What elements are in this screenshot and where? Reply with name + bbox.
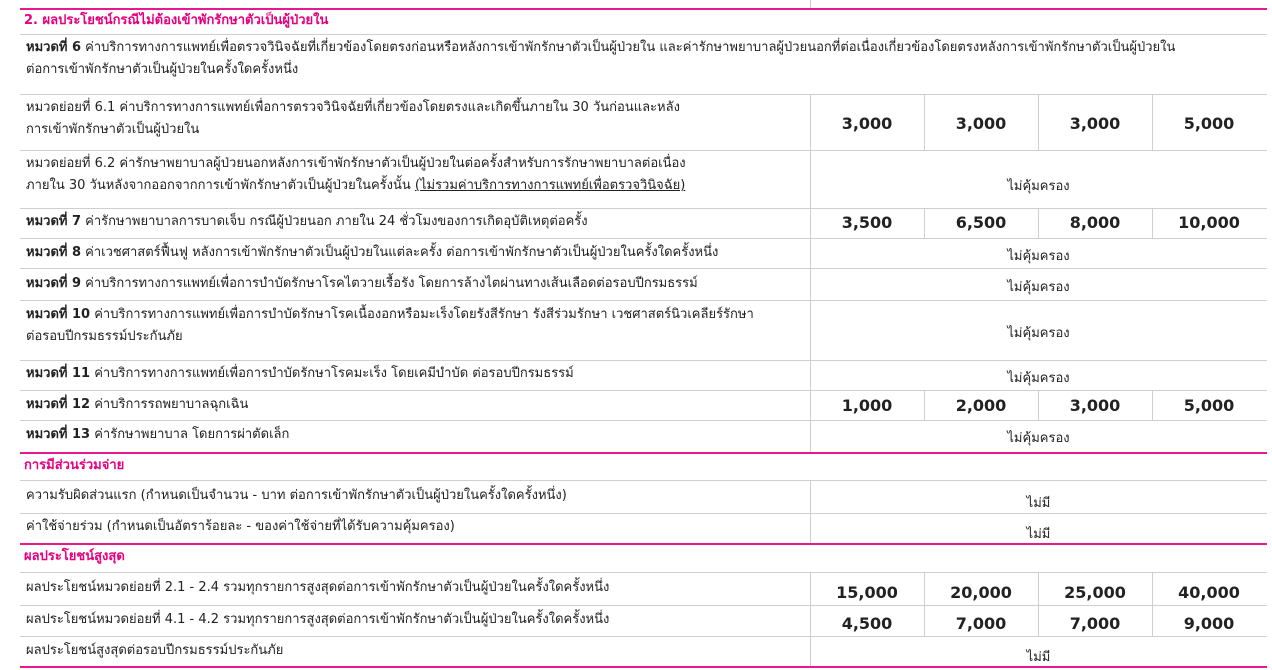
cat12-row bbox=[26, 394, 814, 416]
cat9-label: หมวดที่ 9 bbox=[26, 276, 82, 291]
cat11-text: ค่าบริการทางการแพทย์เพื่อการบำบัดรักษาโรคมะเร็ง โดยเคมีบำบัด ต่อรอบปีกรมธรรม์ bbox=[90, 366, 574, 381]
cat8-label: หมวดที่ 8 bbox=[26, 245, 82, 260]
max41-value-3: 7,000 bbox=[1069, 614, 1121, 633]
max21-row bbox=[26, 577, 814, 599]
max21-text: ผลประโยชน์หมวดย่อยที่ 2.1 - 2.4 รวมทุกรายการสูงสุดต่อการเข้าพักรักษาตัวเป็นผู้ป่วยในครั้งใดครั้งหนึ่ง bbox=[26, 580, 610, 595]
sub61-text-2: การเข้าพักรักษาตัวเป็นผู้ป่วยใน bbox=[26, 122, 200, 137]
cat7-text: ค่ารักษาพยาบาลการบาดเจ็บ กรณีผู้ป่วยนอก ภายใน 24 ชั่วโมงของการเกิดอุบัติเหตุต่อครั้ง bbox=[81, 214, 588, 229]
cat13-row bbox=[26, 424, 814, 446]
cat6-text: ค่าบริการทางการแพทย์เพื่อตรวจวินิจฉัยที่เกี่ยวข้องโดยตรงก่อนหรือหลังการเข้าพักรักษาตัวเป็นผู้ป่วยใน และค่ารักษาพยาบาลผู้ป่วยนอกที่ต่อเนื่องเกี่ยวข้องโดยตรงหลังการเข้าพักรักษาตัวเป็นผู้ป่วยใน bbox=[81, 40, 1176, 55]
cat11-coverage: ไม่คุ้มครอง bbox=[1007, 371, 1070, 386]
max21-value-2: 20,000 bbox=[950, 583, 1012, 602]
sub61-value-2: 3,000 bbox=[955, 114, 1007, 133]
cat13-coverage: ไม่คุ้มครอง bbox=[1007, 431, 1070, 446]
max41-value-2: 7,000 bbox=[955, 614, 1007, 633]
cat6-text-2: ต่อการเข้าพักรักษาตัวเป็นผู้ป่วยในครั้งใดครั้งหนึ่ง bbox=[26, 62, 299, 77]
cat8-coverage: ไม่คุ้มครอง bbox=[1007, 249, 1070, 264]
sub61-value-1: 3,000 bbox=[841, 114, 893, 133]
cat7-value-2: 6,500 bbox=[955, 213, 1007, 232]
max21-value-1: 15,000 bbox=[836, 583, 898, 602]
copay-section-title: การมีส่วนร่วมจ่าย bbox=[24, 458, 125, 473]
sub62-row bbox=[26, 153, 814, 197]
sub61-value-3: 3,000 bbox=[1069, 114, 1121, 133]
cat10-row bbox=[26, 304, 814, 348]
cat12-value-1: 1,000 bbox=[841, 396, 893, 415]
copay-value: ไม่มี bbox=[1026, 527, 1051, 542]
cat12-value-2: 2,000 bbox=[955, 396, 1007, 415]
cat9-coverage: ไม่คุ้มครอง bbox=[1007, 280, 1070, 295]
sub62-exclusion-note: (ไม่รวมค่าบริการทางการแพทย์เพื่อตรวจวินิจฉัย) bbox=[414, 178, 686, 193]
max21-value-3: 25,000 bbox=[1064, 583, 1126, 602]
cat7-label: หมวดที่ 7 bbox=[26, 214, 82, 229]
cat10-text: ค่าบริการทางการแพทย์เพื่อการบำบัดรักษาโรคเนื้องอกหรือมะเร็งโดยรังสีรักษา รังสีร่วมรักษา เวชศาสตร์นิวเคลียร์รักษา bbox=[90, 307, 754, 322]
cat7-value-3: 8,000 bbox=[1069, 213, 1121, 232]
max-benefit-section-title: ผลประโยชน์สูงสุด bbox=[24, 549, 125, 564]
deductible-text: ความรับผิดส่วนแรก (กำหนดเป็นจำนวน - บาท ต่อการเข้าพักรักษาตัวเป็นผู้ป่วยในครั้งใดครั้งหนึ่ง) bbox=[26, 488, 567, 503]
cat13-label: หมวดที่ 13 bbox=[26, 427, 91, 442]
max-year-text: ผลประโยชน์สูงสุดต่อรอบปีกรมธรรม์ประกันภัย bbox=[26, 643, 284, 658]
cat9-text: ค่าบริการทางการแพทย์เพื่อการบำบัดรักษาโรคไตวายเรื้อรัง โดยการล้างไตผ่านทางเส้นเลือดต่อรอบปีกรมธรรม์ bbox=[81, 276, 698, 291]
cat10-coverage: ไม่คุ้มครอง bbox=[1007, 326, 1070, 341]
sub61-row bbox=[26, 97, 814, 141]
max21-value-4: 40,000 bbox=[1178, 583, 1240, 602]
copay-text: ค่าใช้จ่ายร่วม (กำหนดเป็นอัตราร้อยละ - ของค่าใช้จ่ายที่ได้รับความคุ้มครอง) bbox=[26, 519, 455, 534]
cat12-label: หมวดที่ 12 bbox=[26, 397, 91, 412]
benefits-table bbox=[20, 0, 1267, 670]
cat12-text: ค่าบริการรถพยาบาลฉุกเฉิน bbox=[90, 397, 249, 412]
max-year-value: ไม่มี bbox=[1026, 650, 1051, 665]
cat6-row bbox=[26, 37, 1176, 81]
max-year-row bbox=[26, 640, 814, 662]
sub62-text-2: ภายใน 30 วันหลังจากออกจากการเข้าพักรักษาตัวเป็นผู้ป่วยในครั้งนั้น bbox=[26, 178, 415, 193]
cat8-text: ค่าเวชศาสตร์ฟื้นฟู หลังการเข้าพักรักษาตัวเป็นผู้ป่วยในแต่ละครั้ง ต่อการเข้าพักรักษาตัวเป็นผู้ป่วยในครั้งใดครั้งหนึ่ง bbox=[81, 245, 719, 260]
max41-value-1: 4,500 bbox=[841, 614, 893, 633]
deductible-row bbox=[26, 485, 814, 507]
sub62-coverage: ไม่คุ้มครอง bbox=[1007, 179, 1070, 194]
cat7-value-4: 10,000 bbox=[1178, 213, 1240, 232]
copay-row bbox=[26, 516, 814, 538]
cat13-text: ค่ารักษาพยาบาล โดยการผ่าตัดเล็ก bbox=[90, 427, 290, 442]
deductible-value: ไม่มี bbox=[1026, 496, 1051, 511]
cat7-row bbox=[26, 211, 814, 233]
cat7-value-1: 3,500 bbox=[841, 213, 893, 232]
cat12-value-4: 5,000 bbox=[1183, 396, 1235, 415]
cat12-value-3: 3,000 bbox=[1069, 396, 1121, 415]
cat8-row bbox=[26, 242, 814, 264]
sub61-text: หมวดย่อยที่ 6.1 ค่าบริการทางการแพทย์เพื่อการตรวจวินิจฉัยที่เกี่ยวข้องโดยตรงและเกิดขึ้นภายใน 30 วันก่อนและหลัง bbox=[26, 100, 680, 115]
sub61-value-4: 5,000 bbox=[1183, 114, 1235, 133]
max41-text: ผลประโยชน์หมวดย่อยที่ 4.1 - 4.2 รวมทุกรายการสูงสุดต่อการเข้าพักรักษาตัวเป็นผู้ป่วยในครั้งใดครั้งหนึ่ง bbox=[26, 612, 610, 627]
max41-row bbox=[26, 609, 814, 631]
cat11-label: หมวดที่ 11 bbox=[26, 366, 91, 381]
cat11-row bbox=[26, 363, 814, 385]
cat9-row bbox=[26, 273, 814, 295]
cat6-label: หมวดที่ 6 bbox=[26, 40, 82, 55]
cat10-label: หมวดที่ 10 bbox=[26, 307, 91, 322]
sub62-text: หมวดย่อยที่ 6.2 ค่ารักษาพยาบาลผู้ป่วยนอกหลังการเข้าพักรักษาตัวเป็นผู้ป่วยในต่อครั้งสำหรับการรักษาพยาบาลต่อเนื่อง bbox=[26, 156, 686, 171]
max41-value-4: 9,000 bbox=[1183, 614, 1235, 633]
cat10-text-2: ต่อรอบปีกรมธรรม์ประกันภัย bbox=[26, 329, 183, 344]
section-2-title: 2. ผลประโยชน์กรณีไม่ต้องเข้าพักรักษาตัวเป็นผู้ป่วยใน bbox=[24, 13, 329, 28]
